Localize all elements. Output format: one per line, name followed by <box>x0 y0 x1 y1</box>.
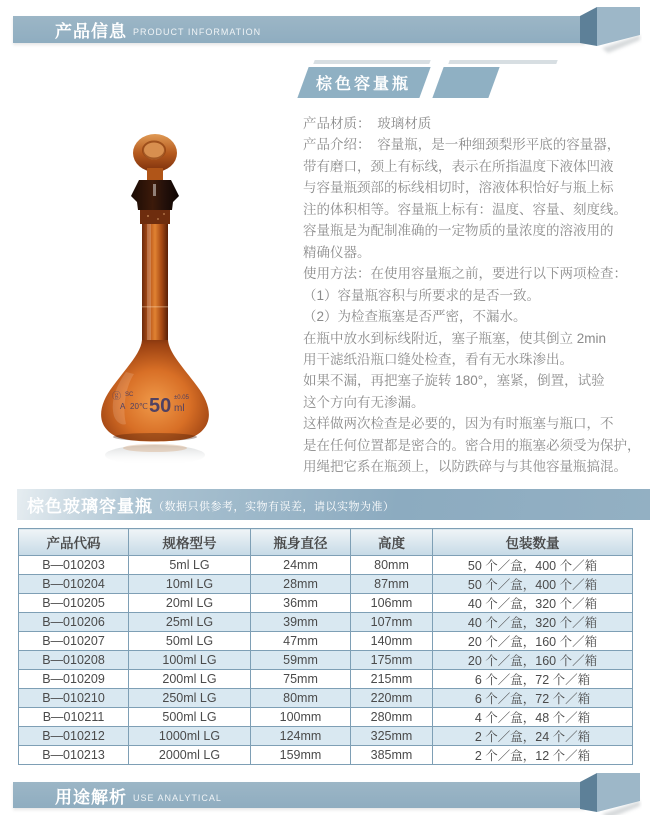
table-cell: B—010209 <box>19 670 129 689</box>
section-title-en: PRODUCT INFORMATION <box>133 27 262 37</box>
section-title-zh: 产品信息 <box>55 22 127 41</box>
table-cell: 2000ml LG <box>129 746 251 765</box>
description-line: 是在任何位置都是密合的。密合用的瓶塞必须受为保护， <box>303 437 641 453</box>
table-cell: 280mm <box>351 708 433 727</box>
table-cell: 39mm <box>251 613 351 632</box>
table-cell: 107mm <box>351 613 433 632</box>
table-cell: 50ml LG <box>129 632 251 651</box>
column-header: 规格型号 <box>129 529 251 556</box>
table-cell: 124mm <box>251 727 351 746</box>
table-cell: 75mm <box>251 670 351 689</box>
description-line: （2）为检查瓶塞是否严密，不漏水。 <box>303 309 527 325</box>
table-cell: B—010207 <box>19 632 129 651</box>
table-cell: 500ml LG <box>129 708 251 727</box>
table-row <box>19 689 633 708</box>
table-cell: B—010204 <box>19 575 129 594</box>
table-cell: 10ml LG <box>129 575 251 594</box>
table-cell: 2 个／盒，12 个／箱 <box>433 746 633 765</box>
table-cell: B—010208 <box>19 651 129 670</box>
badge-top-edge-2 <box>448 60 557 64</box>
table-row <box>19 727 633 746</box>
ribbon-fold-icon <box>580 4 642 56</box>
table-section-note: （数据只供参考，实物有误差，请以实物为准） <box>153 501 395 513</box>
table-cell: 40 个／盒，320 个／箱 <box>433 613 633 632</box>
product-name: 棕色容量瓶 <box>316 76 412 93</box>
column-header: 包装数量 <box>433 529 633 556</box>
flask-neck <box>142 224 168 340</box>
badge-top-edge <box>313 60 430 64</box>
table-cell: 24mm <box>251 556 351 575</box>
table-cell: 100mm <box>251 708 351 727</box>
description-line: 这样做两次检查是必要的，因为有时瓶塞与瓶口，不 <box>303 416 614 432</box>
description-line: （1）容量瓶容积与所要求的是否一致。 <box>303 287 541 303</box>
flask-stopper <box>131 180 179 224</box>
column-header: 产品代码 <box>19 529 129 556</box>
table-cell: 159mm <box>251 746 351 765</box>
table-cell: 215mm <box>351 670 433 689</box>
table-cell: 175mm <box>351 651 433 670</box>
column-header: 瓶身直径 <box>251 529 351 556</box>
table-cell: 50 个／盒，400 个／箱 <box>433 556 633 575</box>
table-row <box>19 594 633 613</box>
table-cell: B—010206 <box>19 613 129 632</box>
table-cell: 28mm <box>251 575 351 594</box>
table-cell: 2 个／盒，24 个／箱 <box>433 727 633 746</box>
flask-logo-icon: ⓖ <box>112 391 122 401</box>
badge-tail <box>432 67 499 98</box>
table-cell: 6 个／盒，72 个／箱 <box>433 689 633 708</box>
table-cell: 250ml LG <box>129 689 251 708</box>
description-line: 用绳把它系在瓶颈上，以防跌碎与与其他容量瓶搞混。 <box>303 459 627 475</box>
table-cell: 80mm <box>351 556 433 575</box>
table-cell: 220mm <box>351 689 433 708</box>
section-header-product-info <box>13 16 585 43</box>
description-line: 这个方向有无渗漏。 <box>303 394 425 410</box>
table-cell: 5ml LG <box>129 556 251 575</box>
flask-volume: 50 <box>149 395 172 417</box>
table-row <box>19 632 633 651</box>
table-cell: 200ml LG <box>129 670 251 689</box>
table-cell: B—010213 <box>19 746 129 765</box>
bottom-section-title-zh: 用途解析 <box>55 787 127 807</box>
table-section-header <box>17 489 650 520</box>
spec-table <box>18 528 633 765</box>
table-cell: 4 个／盒，48 个／箱 <box>433 708 633 727</box>
description-line: 与容量瓶颈部的标线相切时，溶液体积恰好与瓶上标 <box>303 180 614 196</box>
table-cell: 50 个／盒，400 个／箱 <box>433 575 633 594</box>
table-cell: B—010210 <box>19 689 129 708</box>
table-section-title: 棕色玻璃容量瓶 <box>27 497 153 516</box>
table-cell: 20 个／盒，160 个／箱 <box>433 632 633 651</box>
column-header: 高度 <box>351 529 433 556</box>
description-line: 容量瓶是为配制准确的一定物质的量浓度的溶液用的 <box>303 223 614 239</box>
table-cell: 40 个／盒，320 个／箱 <box>433 594 633 613</box>
table-cell: 100ml LG <box>129 651 251 670</box>
table-cell: 36mm <box>251 594 351 613</box>
table-cell: B—010212 <box>19 727 129 746</box>
bottom-section-title-en: USE ANALYTICAL <box>133 792 222 803</box>
table-cell: 385mm <box>351 746 433 765</box>
flask-tolerance: ±0.05 <box>174 395 189 401</box>
description-line: 在瓶中放水到标线附近，塞子瓶塞，使其倒立 2min <box>303 330 607 346</box>
ribbon-fold-icon-bottom <box>580 770 642 815</box>
description-line: 带有磨口，颈上有标线，表示在所指温度下液体凹液 <box>303 158 614 174</box>
table-cell: 140mm <box>351 632 433 651</box>
table-row <box>19 575 633 594</box>
table-cell: 106mm <box>351 594 433 613</box>
table-row <box>19 651 633 670</box>
description-line: 注的体积相等。容量瓶上标有：温度、容量、刻度线。 <box>303 201 627 217</box>
table-row <box>19 556 633 575</box>
table-cell: 47mm <box>251 632 351 651</box>
table-row <box>19 613 633 632</box>
table-cell: 20ml LG <box>129 594 251 613</box>
table-cell: 325mm <box>351 727 433 746</box>
table-cell: 59mm <box>251 651 351 670</box>
table-row <box>19 746 633 765</box>
flask-cert-mark: SC <box>125 392 134 398</box>
description-line: 使用方法：在使用容量瓶之前，要进行以下两项检查： <box>303 266 627 282</box>
description-line: 如果不漏，再把塞子旋转 180°，塞紧，倒置，试验 <box>303 373 605 389</box>
description-line: 用干滤纸沿瓶口缝处检查，看有无水珠渗出。 <box>303 351 573 367</box>
table-cell: B—010205 <box>19 594 129 613</box>
product-description <box>303 113 650 478</box>
table-cell: 87mm <box>351 575 433 594</box>
flask-reflection-tint <box>123 444 187 452</box>
flask-grade: A <box>120 402 126 411</box>
spec-table-body <box>19 556 633 765</box>
table-cell: 6 个／盒，72 个／箱 <box>433 670 633 689</box>
description-line: 产品介绍： 容量瓶，是一种细颈梨形平底的容量器， <box>303 137 621 153</box>
table-cell: 25ml LG <box>129 613 251 632</box>
table-row <box>19 708 633 727</box>
flask-unit: ml <box>174 403 185 414</box>
product-name-badge <box>297 67 430 98</box>
spec-table-header-row <box>19 529 633 556</box>
table-cell: B—010211 <box>19 708 129 727</box>
table-row <box>19 670 633 689</box>
flask-temperature: 20℃ <box>130 402 148 411</box>
flask-ring-stopper <box>133 134 177 182</box>
description-line: 产品材质： 玻璃材质 <box>303 116 432 131</box>
product-image-flask <box>38 110 270 485</box>
section-header-use-analytical <box>13 782 585 808</box>
table-cell: 1000ml LG <box>129 727 251 746</box>
table-cell: 80mm <box>251 689 351 708</box>
table-cell: B—010203 <box>19 556 129 575</box>
description-line: 精确仪器。 <box>303 244 371 260</box>
table-cell: 20 个／盒，160 个／箱 <box>433 651 633 670</box>
